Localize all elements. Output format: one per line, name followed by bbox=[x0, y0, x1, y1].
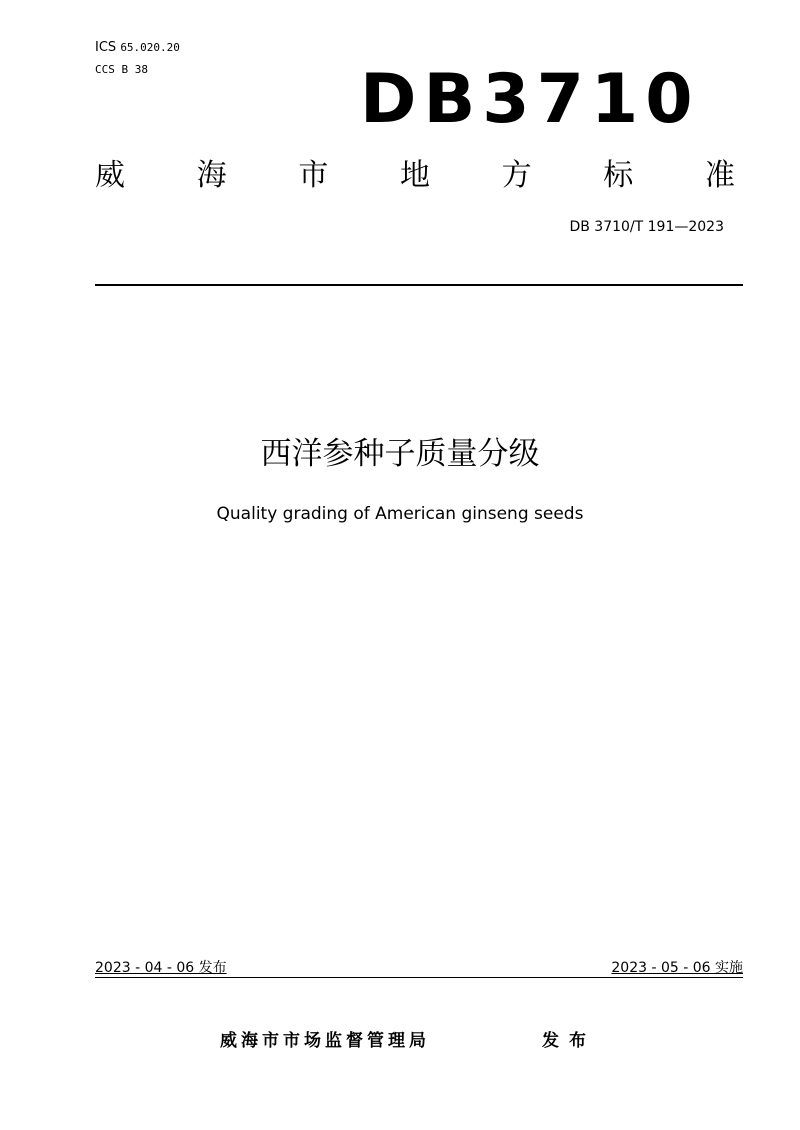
issue-date: 2023 - 04 - 06 发布 bbox=[95, 960, 227, 976]
ccs-code: CCS B 38 bbox=[95, 63, 148, 76]
standard-title-char: 方 bbox=[501, 158, 532, 193]
standard-title-char: 地 bbox=[399, 158, 430, 193]
ics-code bbox=[95, 40, 180, 56]
standard-title-char: 海 bbox=[196, 158, 227, 193]
standard-title bbox=[95, 154, 735, 198]
standard-title-char: 准 bbox=[704, 158, 735, 193]
ics-label: ICS bbox=[95, 40, 117, 55]
ics-code-value: 65.020.20 bbox=[120, 41, 180, 54]
bottom-divider bbox=[95, 977, 743, 978]
standard-title-char: 市 bbox=[298, 158, 329, 193]
document-title-english: Quality grading of American ginseng seeds bbox=[216, 504, 584, 524]
document-title-chinese: 西洋参种子质量分级 bbox=[260, 436, 540, 472]
implementation-date: 2023 - 05 - 06 实施 bbox=[611, 960, 743, 976]
publish-label: 发布 bbox=[542, 1031, 596, 1051]
standard-title-char: 威 bbox=[95, 158, 125, 193]
standard-logo: DB3710 bbox=[360, 60, 700, 139]
standard-number: DB 3710/T 191—2023 bbox=[569, 219, 724, 235]
publisher-name: 威海市市场监督管理局 bbox=[220, 1031, 430, 1051]
top-divider bbox=[95, 284, 743, 286]
standard-title-char: 标 bbox=[603, 158, 634, 193]
